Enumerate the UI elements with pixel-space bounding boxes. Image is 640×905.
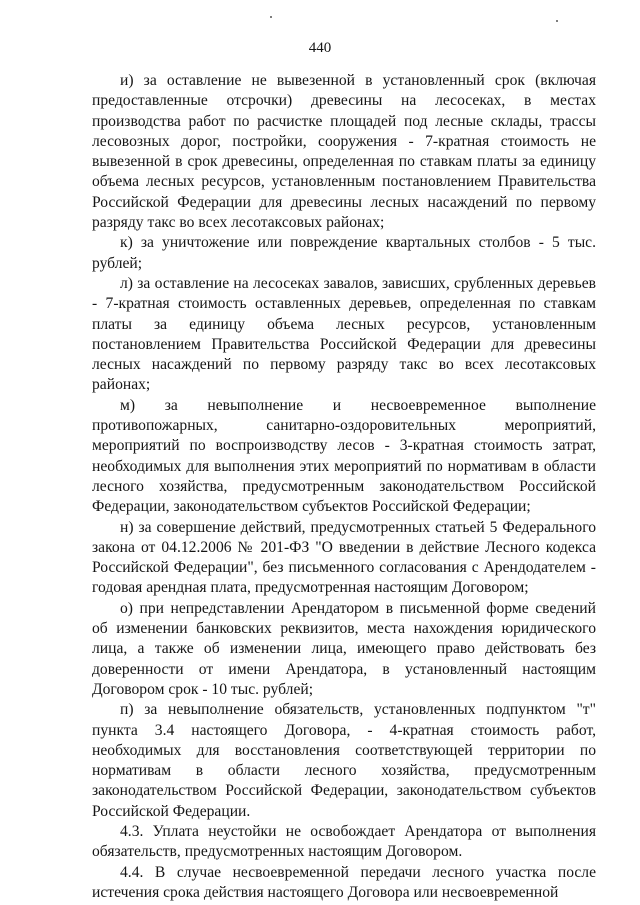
paragraph-o: о) при непредставлении Арендатором в письменной форме сведений об изменении банковских реквизитов, места нахождения юридического лица, а также об изменении лица, имеющего право действовать без доверенности от имени Арендатора, в установленный настоящим Договором срок - 10 тыс. рублей; — [92, 599, 596, 698]
clause-4-3: 4.3. Уплата неустойки не освобождает Арендатора от выполнения обязательств, предусмотренных настоящим Договором. — [92, 822, 596, 861]
paragraph-k: к) за уничтожение или повреждение квартальных столбов - 5 тыс. рублей; — [92, 234, 596, 272]
paragraph-i: и) за оставление не вывезенной в установленный срок (включая предоставленные отсрочки) древесины на лесосеках, в местах производства работ по расчистке площадей под лесные склады, трассы лесовозных дорог, постройки, сооружения - 7-кратная стоимость не вывезенной в срок древесины, определенная по ставкам платы за единицу объема лесных ресурсов, установленным постановлением Правительства Российской Федерации для древесины лесных насаждений по первому разряду такс во всех лесотаксовых районах; — [92, 72, 596, 232]
paragraph-m: м) за невыполнение и несвоевременное выполнение противопожарных, санитарно-оздоровительных мероприятий, мероприятий по воспроизводству лесов - 3-кратная стоимость затрат, необходимых для выполнения этих мероприятий по нормативам в области лесного хозяйства, предусмотренным законодательством Российской Федерации, законодательством субъектов Российской Федерации; — [92, 396, 596, 516]
paragraph-l: л) за оставление на лесосеках завалов, зависших, срубленных деревьев - 7-кратная стоимость оставленных деревьев, определенная по ставкам платы за единицу объема лесных ресурсов, установленным постановлением Правительства Российской Федерации для древесины лесных насаждений по первому разряду такс во всех лесотаксовых районах; — [92, 274, 596, 394]
page-number: 440 — [308, 40, 332, 56]
clause-4-4: 4.4. В случае несвоевременной передачи лесного участка после истечения срока действия настоящего Договора или несвоевременной — [92, 863, 596, 901]
scan-speck — [270, 16, 272, 18]
paragraph-n: н) за совершение действий, предусмотренных статьей 5 Федерального закона от 04.12.2006 № 201-ФЗ "О введении в действие Лесного кодекса Российской Федерации", без письменного согласования с Арендодателем - годовая арендная плата, предусмотренная настоящим Договором; — [92, 518, 596, 597]
body-text — [92, 71, 596, 903]
scan-speck — [556, 20, 558, 22]
paragraph-p: п) за невыполнение обязательств, установленных подпунктом "т" пункта 3.4 настоящего Договора, - 4-кратная стоимость работ, необходимых для восстановления соответствующей территории по нормативам в области лесного хозяйства, предусмотренным законодательством Российской Федерации, законодательством субъектов Российской Федерации. — [92, 701, 596, 820]
